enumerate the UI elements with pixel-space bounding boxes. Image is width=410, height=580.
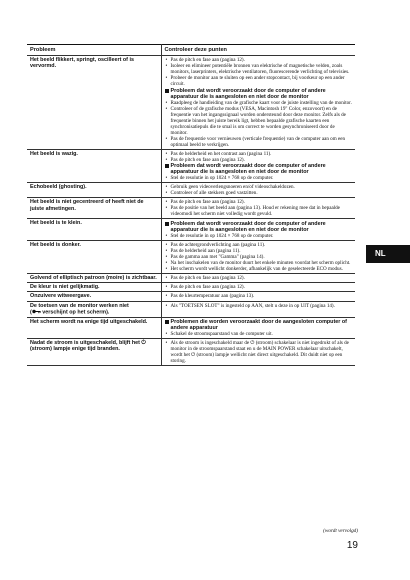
list-item: • Als "TOETSEN SLOT" is ingesteld op AAN, stelt u deze in op UIT (pagina 14). — [165, 303, 354, 309]
solution-cell — [161, 149, 355, 183]
problem-cell: Het beeld is wazig. — [27, 149, 161, 183]
table-row — [27, 283, 355, 292]
solution-cell — [161, 283, 355, 292]
problem-cell: Het scherm wordt na enige tijd uitgeschakeld. — [27, 317, 161, 339]
list-item: • Pas de frequentie voor vernieuwen (verticale frequentie) van de computer aan om een optimaal beeld te verkrijgen. — [165, 136, 354, 148]
list-item: • Pas de helderheid en het contrast aan (pagina 11). — [165, 151, 354, 157]
solution-cell — [161, 56, 355, 150]
section-heading — [165, 319, 354, 331]
list-item: • Probeer de monitor aan te sluiten op een ander stopcontact, bij voorkeur op een ander circuit. — [165, 75, 354, 87]
table-row — [27, 198, 355, 219]
square-bullet-icon — [165, 320, 169, 324]
problem-key-open: ( — [30, 309, 32, 316]
table-row — [27, 183, 355, 198]
bullet-list — [165, 284, 354, 290]
list-item: • Na het inschakelen van de monitor duurt het enkele minuten voordat het scherm oplicht. — [165, 260, 354, 266]
bullet-list — [165, 275, 354, 281]
list-item: • Pas de pitch en fase aan (pagina 12). — [165, 157, 354, 163]
list-item: • Stel de resolutie in op 1024 × 768 op de computer. — [165, 175, 354, 181]
problem-cell: Het beeld is te klein. — [27, 219, 161, 241]
list-item: • Pas de pitch en fase aan (pagina 12). — [165, 199, 354, 205]
problem-cell: Nadat de stroom is uitgeschakeld, blijft het ⏻ (stroom) lampje enige tijd branden. — [27, 339, 161, 366]
page-number: 19 — [346, 540, 358, 551]
troubleshooting-table — [27, 44, 355, 366]
table-row — [27, 149, 355, 183]
table-row — [27, 56, 355, 150]
list-item: • Schakel de stroomspaarstand van de computer uit. — [165, 331, 354, 337]
solution-cell — [161, 219, 355, 241]
section-heading — [165, 88, 354, 100]
section-heading-text: Problemen die worden veroorzaakt door de aangesloten computer of andere apparatuur — [170, 319, 347, 332]
problem-cell: Het beeld is niet gecentreerd of heeft niet de juiste afmetingen. — [27, 198, 161, 219]
table-row — [27, 292, 355, 301]
list-item: • Gebruik geen videoverlengsnoeren en/of videoschakeldozen. — [165, 184, 354, 190]
solution-cell — [161, 241, 355, 274]
problem-cell: Onzuivere witweergave. — [27, 292, 161, 301]
bullet-list — [165, 340, 354, 364]
problem-cell: Golvend of elliptisch patroon (moire) is zichtbaar. — [27, 274, 161, 283]
list-item: • Het scherm wordt wellicht donkerder, afhankelijk van de geselecteerde ECO modus. — [165, 266, 354, 272]
language-tab: NL — [366, 245, 410, 263]
section-heading-text: Probleem dat wordt veroorzaakt door de computer of andere apparatuur die is aangesloten en niet door de monitor — [170, 163, 326, 176]
bullet-list — [165, 175, 354, 181]
table-row — [27, 317, 355, 339]
solution-cell — [161, 292, 355, 301]
list-item: • Isoleer en elimineer potentiële bronnen van elektrische of magnetische velden, zoals monitors, laserprinters, elektrische ventilatoren, fluorescerende verlichting of televisies. — [165, 63, 354, 75]
solution-cell — [161, 301, 355, 317]
list-item: • Controleer of de grafische modus (VESA, Macintosh 19" Color, enzovoort) en de frequentie van het ingangssignaal worden ondersteund door deze monitor. Zelfs als de frequentie binnen het juiste bereik ligt, hebben bepaalde grafische kaarten een synchronisatiepuls die te smal is om correct te worden gesynchroniseerd door de monitor. — [165, 106, 354, 136]
problem-cell: Echobeeld (ghosting). — [27, 183, 161, 198]
bullet-list — [165, 199, 354, 217]
square-bullet-icon — [165, 89, 169, 93]
section-heading — [165, 163, 354, 175]
solution-cell — [161, 274, 355, 283]
header-problem: Probleem — [27, 45, 161, 56]
bullet-list — [165, 242, 354, 272]
problem-text: De toetsen van de monitor werken niet — [30, 302, 129, 309]
bullet-list — [165, 151, 354, 163]
solution-cell — [161, 198, 355, 219]
table-row — [27, 219, 355, 241]
solution-cell — [161, 183, 355, 198]
square-bullet-icon — [165, 164, 169, 168]
problem-cell: Het beeld flikkert, springt, oscilleert of is vervormd. — [27, 56, 161, 150]
list-item: • Pas de pitch en fase aan (pagina 12). — [165, 57, 354, 63]
problem-cell: De kleur is niet gelijkmatig. — [27, 283, 161, 292]
bullet-list — [165, 233, 354, 239]
list-item: • Stel de resolutie in op 1024 × 768 op de computer. — [165, 233, 354, 239]
list-item: • Pas de achtergrondverlichting aan (pagina 11). — [165, 242, 354, 248]
list-item: • Raadpleeg de handleiding van de grafische kaart voor de juiste instelling van de monitor. — [165, 100, 354, 106]
solution-cell — [161, 317, 355, 339]
bullet-list — [165, 57, 354, 87]
list-item: • Pas de positie van het beeld aan (pagina 13). Houd er rekening mee dat in bepaalde videomodi het scherm niet volledig wordt gevuld. — [165, 205, 354, 217]
section-heading — [165, 221, 354, 233]
bullet-list — [165, 293, 354, 299]
list-item: • Pas de gamma aan met "Gamma" (pagina 14). — [165, 254, 354, 260]
table-row — [27, 274, 355, 283]
list-item: • Pas de helderheid aan (pagina 11). — [165, 248, 354, 254]
square-bullet-icon — [165, 222, 169, 226]
list-item: • Pas de pitch en fase aan (pagina 12). — [165, 284, 354, 290]
problem-key-text: verschijnt op het scherm). — [42, 309, 110, 316]
key-lock-icon — [32, 309, 41, 315]
table-row — [27, 301, 355, 317]
bullet-list — [165, 184, 354, 196]
section-heading-text: Probleem dat wordt veroorzaakt door de computer of andere apparatuur die is aangesloten en niet door de monitor — [170, 220, 326, 233]
solution-cell — [161, 339, 355, 366]
list-item: • Pas de kleurtemperatuur aan (pagina 13). — [165, 293, 354, 299]
bullet-list — [165, 331, 354, 337]
header-check: Controleer deze punten — [161, 45, 355, 56]
list-item: • Als de stroom is ingeschakeld maar de ⏻ (stroom) schakelaar is niet ingedrukt of als de monitor in de stroomspaarstand staat en u de MAIN POWER schakelaar uitschakelt, wordt het ⏻ (stroom) lampje wellicht niet direct uitgeschakeld. Dit duidt niet op een storing. — [165, 340, 354, 364]
section-heading-text: Probleem dat wordt veroorzaakt door de computer of andere apparatuur die is aangesloten en niet door de monitor — [170, 87, 326, 100]
table-header-row — [27, 45, 355, 56]
bullet-list — [165, 303, 354, 309]
continued-note: (wordt vervolgd) — [323, 528, 358, 534]
table-row — [27, 339, 355, 366]
problem-cell — [27, 301, 161, 317]
list-item: • Pas de pitch en fase aan (pagina 12). — [165, 275, 354, 281]
table-row — [27, 241, 355, 274]
problem-cell: Het beeld is donker. — [27, 241, 161, 274]
bullet-list — [165, 100, 354, 148]
list-item: • Controleer of alle stekkers goed vastzitten. — [165, 190, 354, 196]
